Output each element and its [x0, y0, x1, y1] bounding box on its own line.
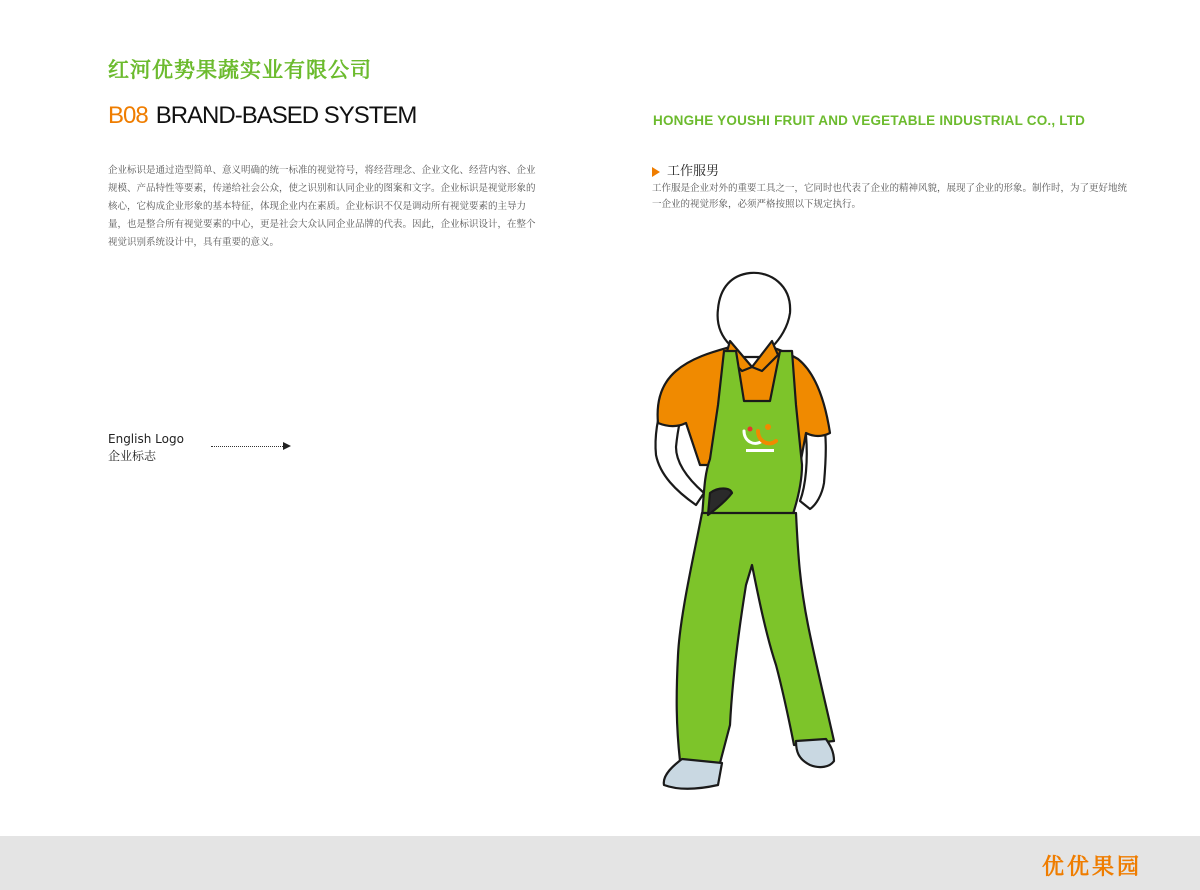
section-code: B08: [108, 102, 148, 129]
logo-label-en: English Logo: [108, 432, 184, 446]
arrow-right-icon: [283, 442, 291, 450]
company-name-cn: 红河优势果蔬实业有限公司: [108, 58, 372, 82]
overall-legs: [677, 513, 834, 763]
triangle-bullet-icon: [652, 167, 660, 177]
uniform-male-illustration: [620, 255, 880, 795]
intro-paragraph: 企业标识是通过造型简单、意义明确的统一标准的视觉符号，将经营理念、企业文化、经营内容、企业规模、产品特性等要素，传递给社会公众，使之识别和认同企业的图案和文字。企业标识是视觉形象的核心，它构成企业形象的基本特征，体现企业内在素质。企业标识不仅是调动所有视觉要素的主导力量，也是整合所有视觉要素的中心，更是社会大众认同企业品牌的代表。因此，企业标识设计，在整个视觉识别系统设计中，具有重要的意义。: [108, 165, 536, 248]
uniform-description: 工作服是企业对外的重要工具之一，它同时也代表了企业的精神风貌，展现了企业的形象。制作时，为了更好地统一企业的视觉形象，必须严格按照以下规定执行。: [652, 183, 1128, 210]
company-name-en: HONGHE YOUSHI FRUIT AND VEGETABLE INDUSTRIAL CO., LTD: [653, 113, 1086, 128]
uniform-heading-text: 工作服男: [667, 164, 720, 179]
right-shoe: [796, 739, 834, 767]
footer-brand-logo: 优优果园: [1041, 855, 1142, 880]
uniform-heading: [652, 160, 719, 179]
logo-label: [108, 431, 184, 465]
section-title: [108, 102, 416, 130]
section-name: BRAND-BASED SYSTEM: [155, 102, 417, 129]
logo-label-cn: 企业标志: [108, 449, 157, 463]
left-shoe: [664, 759, 722, 789]
footer-bar: [0, 836, 1200, 890]
arrow-line: [211, 446, 285, 447]
